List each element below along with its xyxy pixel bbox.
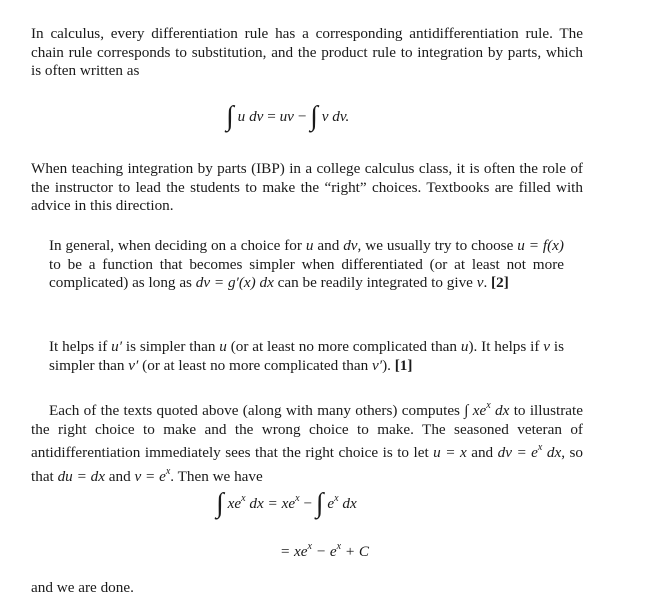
eq2-sup: x — [334, 493, 339, 504]
citation-ref: [1] — [394, 356, 413, 374]
eq1-minus: − — [297, 108, 307, 125]
citation-ref: [2] — [491, 274, 509, 291]
eq2-part: e — [327, 495, 335, 512]
eq1-rhs: v dv. — [321, 108, 350, 125]
q2-text: is simpler than — [49, 338, 564, 374]
ibp-example-equation — [216, 488, 357, 519]
quote-block-2 — [49, 338, 564, 375]
ibp-result-equation — [280, 538, 369, 562]
eq1-mid: uv — [279, 108, 294, 125]
q2-math: v — [543, 338, 551, 355]
q1-math: u = f(x) — [517, 237, 564, 254]
p3-math: dx — [490, 402, 510, 419]
ibp-formula — [226, 101, 350, 132]
p3-math: du = dx — [57, 467, 105, 485]
eq3-part: − e — [311, 543, 337, 560]
q1-text: can be readily integrated to give — [273, 274, 477, 291]
p3-text: . Then we have — [170, 467, 263, 485]
integral-sign: ∫ — [216, 488, 224, 519]
q1-math: v — [476, 274, 484, 291]
q2-text: is simpler than — [122, 338, 220, 355]
p3-text: Each of the texts quoted above (along with many others) computes — [49, 402, 465, 419]
eq1-lhs: u dv — [237, 108, 264, 125]
eq3-sup: x — [307, 541, 312, 552]
p3-math: ∫ xe — [464, 402, 487, 419]
quote-block-1 — [49, 237, 564, 293]
closing-line: and we are done. — [31, 579, 134, 596]
q2-text: (or at least no more complicated than — [226, 338, 461, 355]
p3-text: to illustrate the right choice to make and the wrong choice to make. The seasoned veteran of antidifferentiation immediately sees that the right choice is to let — [31, 402, 583, 461]
eq1-equals: = — [267, 108, 276, 125]
p3-sup: x — [486, 400, 491, 411]
eq2-part: xe — [227, 495, 242, 512]
eq3-part: + C — [341, 543, 370, 560]
eq3-sup: x — [336, 541, 342, 552]
q1-math: dv — [343, 237, 358, 254]
p3-sup: x — [537, 442, 543, 453]
q2-math: v′ — [372, 356, 383, 374]
q1-math: dv = g′(x) dx — [195, 274, 274, 291]
q2-math: u — [219, 338, 227, 355]
q2-math: u — [460, 338, 469, 355]
integral-sign: ∫ — [310, 101, 318, 132]
q2-text: ). — [382, 356, 395, 374]
p3-math: v = e — [134, 467, 166, 485]
q2-text: It helps if — [49, 338, 112, 355]
q1-text: In general, when deciding on a choice for — [49, 237, 306, 254]
p3-math: dv = e — [497, 444, 538, 461]
q1-text: . — [483, 274, 492, 291]
q2-math: u′ — [111, 338, 123, 355]
q2-text: (or at least no more complicated than — [138, 356, 373, 374]
p3-text: , so that — [31, 444, 583, 485]
p3-text: and — [104, 467, 135, 485]
eq3-part: = xe — [280, 543, 308, 560]
eq2-part: dx — [338, 495, 357, 512]
q1-text: , we usually try to choose — [357, 237, 518, 254]
p3-sup: x — [165, 465, 171, 477]
q2-text: ). It helps if — [468, 338, 544, 355]
q2-math: v′ — [128, 356, 139, 374]
eq2-sup: x — [295, 493, 300, 504]
integral-sign: ∫ — [315, 488, 324, 519]
p3-math: dx — [542, 444, 562, 461]
eq2-sup: x — [241, 493, 246, 504]
q1-text: and — [313, 237, 344, 254]
integral-sign: ∫ — [226, 101, 234, 132]
p3-math: u = x — [433, 444, 467, 461]
q1-text: to be a function that becomes simpler when differentiated (or at least not more complicated) as long as — [49, 255, 564, 291]
eq2-minus: − — [299, 495, 316, 512]
p3-text: and — [466, 444, 498, 461]
intro-paragraph: In calculus, every differentiation rule has a corresponding antidifferentiation rule. The chain rule corresponds to substitution, and the product rule to integration by parts, which is often written as — [31, 25, 583, 79]
eq2-part: dx = xe — [245, 495, 296, 512]
example-paragraph — [31, 397, 583, 486]
teaching-paragraph: When teaching integration by parts (IBP) in a college calculus class, it is often the role of the instructor to lead the students to make the “right” choices. Textbooks are filled with advice in this direction. — [31, 160, 583, 214]
q1-math: u — [305, 237, 314, 254]
